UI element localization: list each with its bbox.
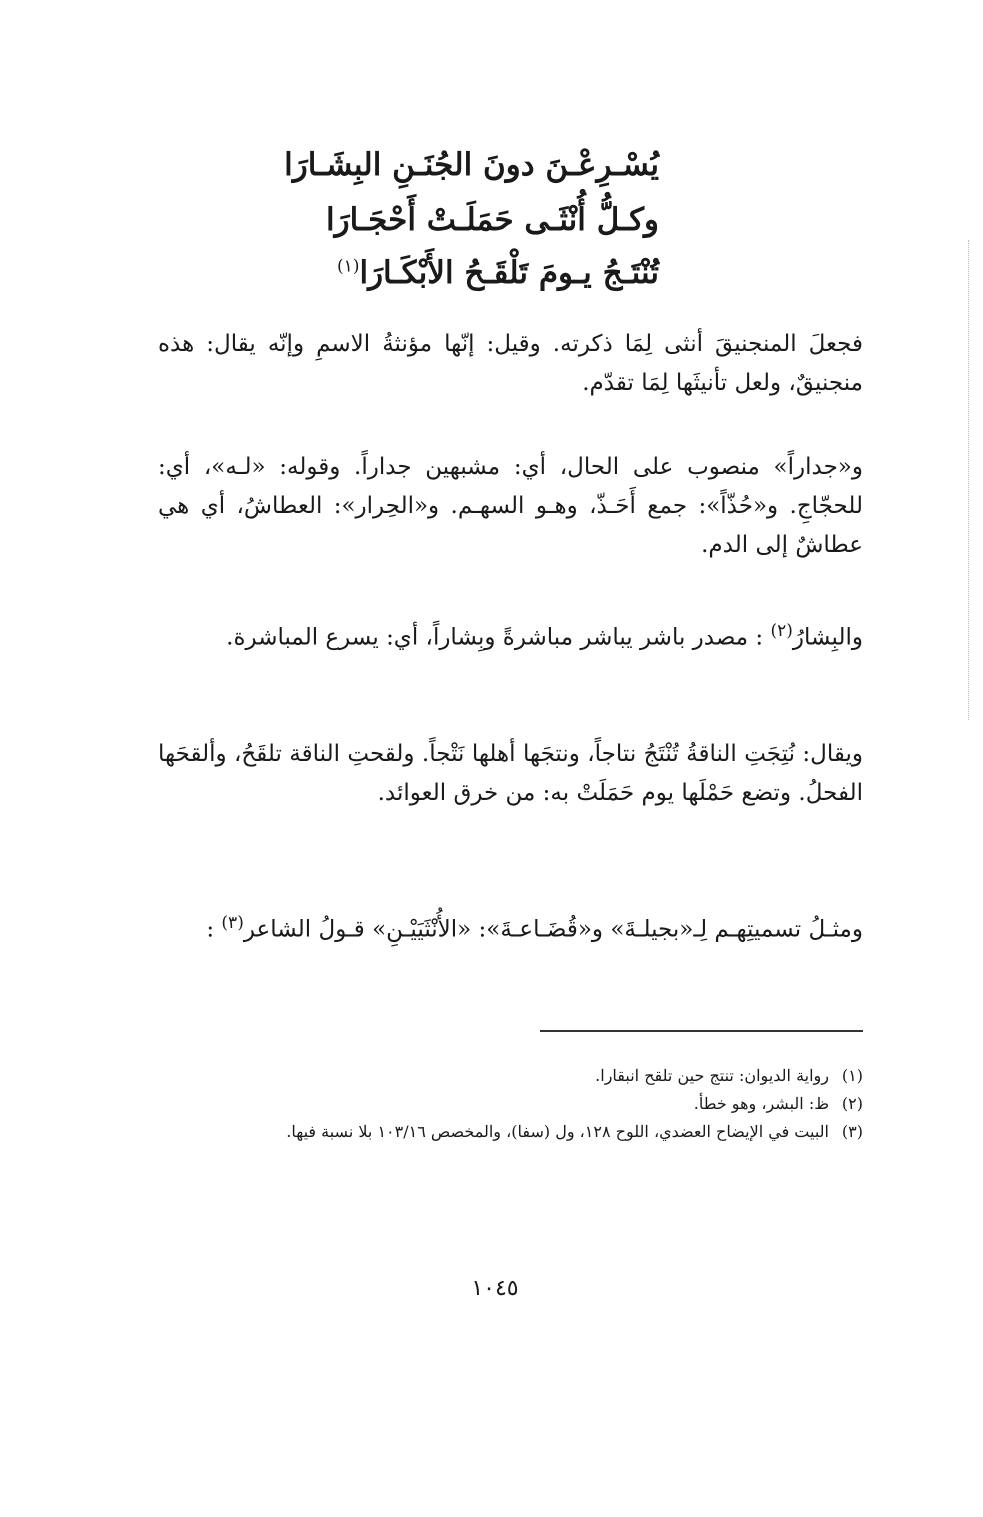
paragraph-text: فجعلَ المنجنيقَ أنثى لِمَا ذكرته. وقيل: إنّها مؤنثةُ الاسمِ وإنّه يقال: هذه منجنيقٌ، ولعل تأنيثَها لِمَا تقدّم. xyxy=(158,331,863,396)
body-paragraph xyxy=(158,735,863,813)
verse-text: يُسْـرِعْـنَ دونَ الجُنَـنِ البِشَـارَا xyxy=(284,147,659,183)
footnote-reference: (٢) xyxy=(770,621,793,641)
verse-text: تُنْتَـجُ يـومَ تَلْقَـحُ الأَبْكَـارَا xyxy=(359,255,659,291)
footnote-number: (١) xyxy=(841,1066,863,1085)
body-paragraph xyxy=(158,612,863,658)
body-paragraph xyxy=(158,448,863,565)
footnote-text: ظ: البشر، وهو خطأ. xyxy=(693,1094,829,1113)
body-paragraph xyxy=(158,904,863,950)
body-paragraph xyxy=(158,325,863,403)
paragraph-text-continued: : xyxy=(206,916,222,943)
footnote xyxy=(158,1090,863,1118)
paragraph-text: والبِشارُ xyxy=(792,624,863,651)
scan-edge-mark xyxy=(968,240,970,720)
poem-verse xyxy=(239,202,659,238)
paragraph-text-continued: : مصدر باشر يباشر مباشرةً وبِشاراً، أي: يسرع المباشرة. xyxy=(226,624,771,651)
footnote-number: (٣) xyxy=(841,1122,863,1141)
footnotes-list xyxy=(158,1062,863,1146)
footnote-text: رواية الديوان: تنتج حين تلقح انبقارا. xyxy=(595,1066,829,1085)
footnote-text: البيت في الإيضاح العضدي، اللوح ١٢٨، ول (سفا)، والمخصص ١٠٣/١٦ بلا نسبة فيها. xyxy=(286,1122,829,1141)
footnote-divider xyxy=(540,1030,863,1032)
footnote xyxy=(158,1118,863,1146)
footnote-number: (٢) xyxy=(841,1094,863,1113)
footnote-reference: (٣) xyxy=(221,913,244,933)
verse-text: وكـلُّ أُنْثَـى حَمَلَـتْ أَحْجَـارَا xyxy=(326,202,659,238)
footnote-reference: (١) xyxy=(337,256,360,277)
paragraph-text: و«جداراً» منصوب على الحال، أي: مشبهين جداراً. وقوله: «لـه»، أي: للحجّاجِ. و«حُذّاً»: جمع أَحَـذّ، وهـو السهـم. و«الحِرار»: العطاشُ، أي هي عطاشٌ إلى الدم. xyxy=(158,454,863,558)
poem-verse xyxy=(239,255,659,291)
poem-verse xyxy=(239,147,659,183)
footnote xyxy=(158,1062,863,1090)
paragraph-text: ويقال: نُتِجَتِ الناقةُ تُنْتَجُ نتاجاً، ونتجَها أهلها نَتْجاً. ولقحتِ الناقة تلقَحُ، وألقحَها الفحلُ. وتضع حَمْلَها يوم حَمَلَتْ به: من خرق العوائد. xyxy=(158,741,863,806)
page-number: ١٠٤٥ xyxy=(471,1276,519,1301)
paragraph-text: ومثـلُ تسميتِهـم لِـ«بجيلـةَ» و«قُضَـاعـةَ»: «الأُنْثَيَيْـنِ» قـولُ الشاعر xyxy=(243,916,863,943)
